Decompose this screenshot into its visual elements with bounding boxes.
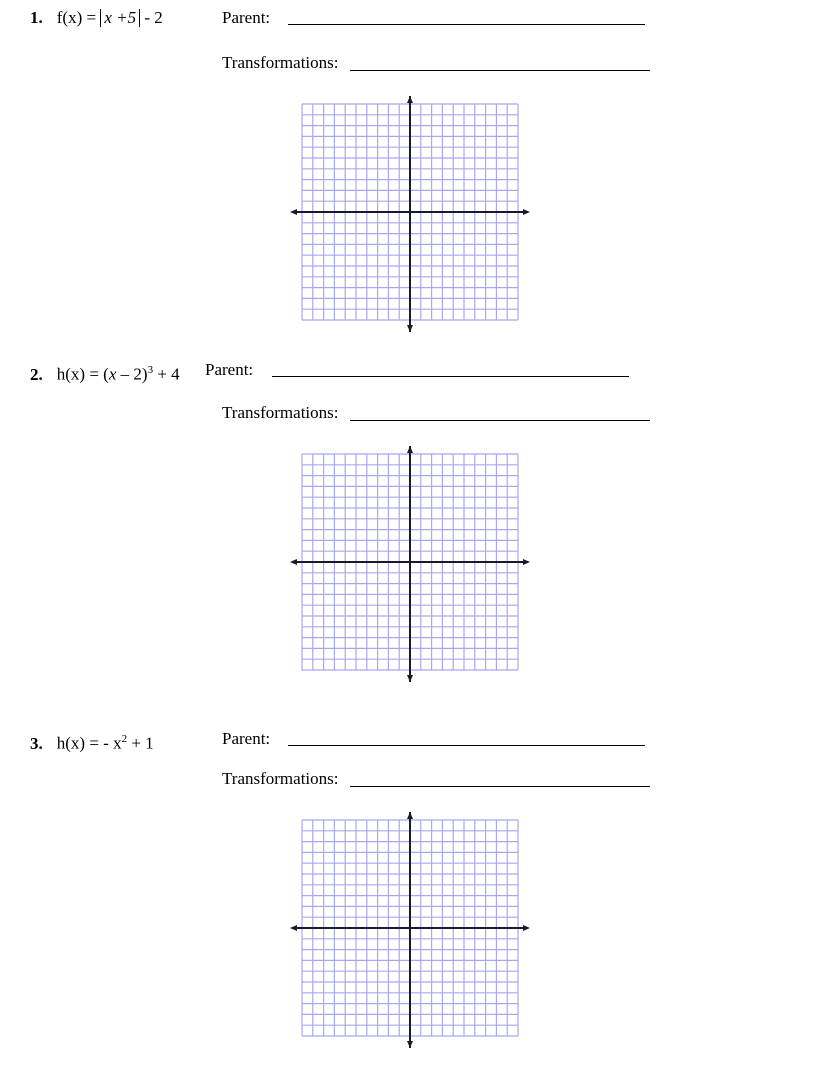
problem-1-grid[interactable]	[290, 96, 530, 332]
x-axis-arrow-left	[290, 209, 297, 215]
problem-1-abs-value: x +5	[100, 9, 140, 27]
x-axis-arrow-left	[290, 925, 297, 931]
problem-1-func-name: f(x) =	[56, 8, 101, 27]
problem-2-parent-blank[interactable]	[272, 376, 629, 377]
problem-2-suffix: + 4	[153, 364, 180, 384]
x-axis-arrow-right	[523, 925, 530, 931]
problem-2-transform-label: Transformations:	[222, 403, 339, 422]
problem-2-parent-label: Parent:	[205, 360, 254, 379]
problem-1-number: 1.	[30, 8, 43, 27]
problem-3-equation	[30, 729, 154, 754]
y-axis-arrow-up	[407, 446, 413, 453]
y-axis-arrow-down	[407, 1041, 413, 1048]
problem-1-parent-label: Parent:	[222, 8, 271, 27]
x-axis-arrow-left	[290, 559, 297, 565]
y-axis-arrow-up	[407, 812, 413, 819]
y-axis-arrow-up	[407, 96, 413, 103]
problem-3-transform-label: Transformations:	[222, 769, 339, 788]
problem-2-exponent: 3	[147, 364, 154, 376]
y-axis-arrow-down	[407, 675, 413, 682]
problem-1-equation	[30, 8, 163, 28]
problem-2-transform-blank[interactable]	[350, 420, 650, 421]
problem-2-equation	[30, 360, 180, 385]
y-axis-arrow-down	[407, 325, 413, 332]
problem-1-transform-label: Transformations:	[222, 53, 339, 72]
problem-3-parent-label: Parent:	[222, 729, 271, 748]
problem-3-transform-blank[interactable]	[350, 786, 650, 787]
x-axis-arrow-right	[523, 559, 530, 565]
problem-2-paren-open: (	[103, 364, 109, 384]
problem-2-number: 2.	[30, 364, 43, 384]
problem-3-exponent: 2	[121, 733, 128, 745]
problem-3-number: 3.	[30, 733, 43, 753]
x-axis-arrow-right	[523, 209, 530, 215]
problem-1-suffix: - 2	[140, 8, 163, 27]
problem-3-parent-blank[interactable]	[288, 745, 645, 746]
problem-3-suffix: + 1	[127, 733, 154, 753]
problem-2-minus-two: – 2)	[116, 364, 148, 384]
problem-1-parent-blank[interactable]	[288, 24, 645, 25]
problem-3-func-name: h(x) = - x	[56, 733, 122, 753]
problem-2-grid[interactable]	[290, 446, 530, 682]
problem-2-func-name: h(x) =	[56, 364, 104, 384]
problem-2-var: x	[108, 364, 117, 384]
problem-3-grid[interactable]	[290, 812, 530, 1048]
problem-1-transform-blank[interactable]	[350, 70, 650, 71]
